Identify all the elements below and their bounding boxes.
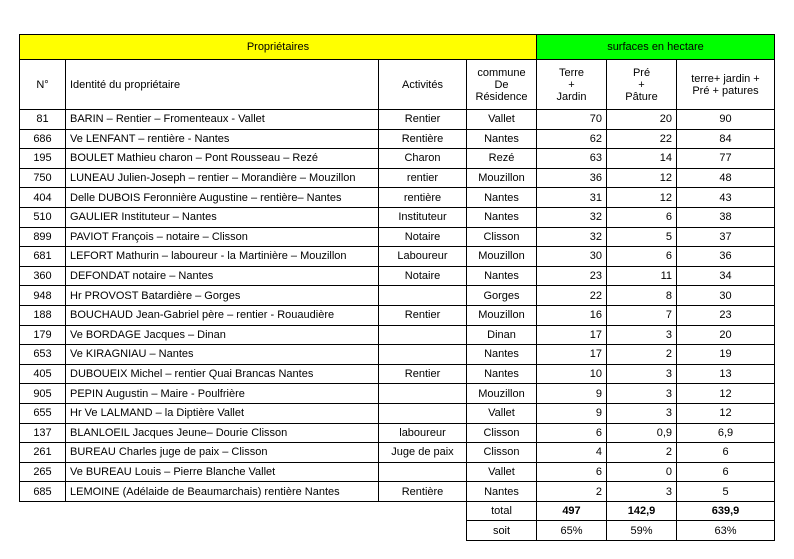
- cell-total: 30: [677, 286, 775, 306]
- cell-commune: Gorges: [467, 286, 537, 306]
- cell-num: 261: [20, 443, 66, 463]
- cell-pre: 12: [607, 188, 677, 208]
- col-total: [677, 60, 775, 110]
- soit-label: soit: [467, 521, 537, 541]
- cell-pre: 3: [607, 482, 677, 502]
- cell-commune: Vallet: [467, 462, 537, 482]
- column-header-row: [20, 60, 775, 110]
- cell-num: 81: [20, 110, 66, 130]
- table-row: [20, 462, 775, 482]
- cell-activity: Rentière: [379, 482, 467, 502]
- cell-num: 510: [20, 207, 66, 227]
- table-row: [20, 305, 775, 325]
- table-row: [20, 364, 775, 384]
- col-pre-line: Pré: [632, 66, 651, 79]
- cell-terre: 30: [537, 247, 607, 267]
- col-commune: [467, 60, 537, 110]
- cell-terre: 16: [537, 305, 607, 325]
- table-row: [20, 168, 775, 188]
- cell-identity: LEMOINE (Adélaide de Beaumarchais) rentière Nantes: [66, 482, 379, 502]
- cell-terre: 4: [537, 443, 607, 463]
- cell-total: 20: [677, 325, 775, 345]
- cell-activity: Laboureur: [379, 247, 467, 267]
- cell-identity: BOUCHAUD Jean-Gabriel père – rentier - Rouaudière: [66, 305, 379, 325]
- cell-terre: 32: [537, 227, 607, 247]
- table-row: [20, 286, 775, 306]
- cell-identity: BOULET Mathieu charon – Pont Rousseau – Rezé: [66, 149, 379, 169]
- table-row: [20, 149, 775, 169]
- table-row: [20, 227, 775, 247]
- cell-terre: 6: [537, 462, 607, 482]
- cell-num: 188: [20, 305, 66, 325]
- cell-terre: 17: [537, 345, 607, 365]
- cell-pre: 2: [607, 345, 677, 365]
- cell-commune: Vallet: [467, 110, 537, 130]
- cell-num: 681: [20, 247, 66, 267]
- cell-activity: [379, 325, 467, 345]
- cell-pre: 11: [607, 266, 677, 286]
- cell-pre: 14: [607, 149, 677, 169]
- cell-activity: Rentière: [379, 129, 467, 149]
- table-row: [20, 129, 775, 149]
- cell-num: 360: [20, 266, 66, 286]
- cell-activity: [379, 403, 467, 423]
- table-row: [20, 188, 775, 208]
- col-terre-line: Jardin: [556, 90, 587, 103]
- cell-terre: 62: [537, 129, 607, 149]
- cell-terre: 6: [537, 423, 607, 443]
- cell-commune: Nantes: [467, 207, 537, 227]
- cell-activity: [379, 462, 467, 482]
- cell-activity: rentière: [379, 188, 467, 208]
- cell-pre: 22: [607, 129, 677, 149]
- table-row: [20, 207, 775, 227]
- cell-total: 5: [677, 482, 775, 502]
- cell-num: 905: [20, 384, 66, 404]
- cell-num: 686: [20, 129, 66, 149]
- cell-num: 655: [20, 403, 66, 423]
- cell-terre: 17: [537, 325, 607, 345]
- cell-activity: Rentier: [379, 364, 467, 384]
- cell-identity: LUNEAU Julien-Joseph – rentier – Morandière – Mouzillon: [66, 168, 379, 188]
- total-label: total: [467, 501, 537, 521]
- cell-pre: 2: [607, 443, 677, 463]
- group-surfaces: surfaces en hectare: [537, 35, 775, 60]
- cell-activity: Notaire: [379, 266, 467, 286]
- table-row: [20, 482, 775, 502]
- cell-commune: Clisson: [467, 443, 537, 463]
- col-total-line: terre+ jardin +: [691, 72, 760, 85]
- cell-total: 23: [677, 305, 775, 325]
- cell-pre: 8: [607, 286, 677, 306]
- cell-identity: GAULIER Instituteur – Nantes: [66, 207, 379, 227]
- table-row: [20, 345, 775, 365]
- cell-pre: 0: [607, 462, 677, 482]
- owners-table: [19, 34, 775, 541]
- cell-identity: Ve BUREAU Louis – Pierre Blanche Vallet: [66, 462, 379, 482]
- cell-commune: Nantes: [467, 188, 537, 208]
- cell-pre: 3: [607, 403, 677, 423]
- cell-commune: Clisson: [467, 227, 537, 247]
- cell-num: 195: [20, 149, 66, 169]
- total-all: 639,9: [677, 501, 775, 521]
- col-pre: [607, 60, 677, 110]
- cell-pre: 6: [607, 247, 677, 267]
- cell-commune: Nantes: [467, 364, 537, 384]
- cell-total: 37: [677, 227, 775, 247]
- table-row: [20, 325, 775, 345]
- table-row: [20, 423, 775, 443]
- cell-num: 750: [20, 168, 66, 188]
- cell-total: 6,9: [677, 423, 775, 443]
- cell-num: 685: [20, 482, 66, 502]
- cell-total: 6: [677, 462, 775, 482]
- cell-terre: 31: [537, 188, 607, 208]
- total-terre: 497: [537, 501, 607, 521]
- cell-commune: Mouzillon: [467, 247, 537, 267]
- table-row: [20, 110, 775, 130]
- cell-commune: Rezé: [467, 149, 537, 169]
- cell-terre: 9: [537, 403, 607, 423]
- cell-identity: BARIN – Rentier – Fromenteaux - Vallet: [66, 110, 379, 130]
- col-total-line: Pré + patures: [692, 84, 759, 97]
- cell-total: 12: [677, 384, 775, 404]
- cell-identity: Ve BORDAGE Jacques – Dinan: [66, 325, 379, 345]
- cell-identity: DEFONDAT notaire – Nantes: [66, 266, 379, 286]
- cell-total: 38: [677, 207, 775, 227]
- cell-total: 34: [677, 266, 775, 286]
- cell-activity: Rentier: [379, 305, 467, 325]
- col-pre-line: +: [638, 78, 645, 91]
- soit-terre: 65%: [537, 521, 607, 541]
- cell-pre: 12: [607, 168, 677, 188]
- cell-pre: 5: [607, 227, 677, 247]
- cell-terre: 70: [537, 110, 607, 130]
- cell-terre: 22: [537, 286, 607, 306]
- cell-pre: 6: [607, 207, 677, 227]
- cell-commune: Vallet: [467, 403, 537, 423]
- cell-identity: BLANLOEIL Jacques Jeune– Dourie Clisson: [66, 423, 379, 443]
- cell-terre: 2: [537, 482, 607, 502]
- cell-terre: 23: [537, 266, 607, 286]
- soit-pre: 59%: [607, 521, 677, 541]
- col-terre-line: Terre: [558, 66, 585, 79]
- cell-num: 899: [20, 227, 66, 247]
- table-row: [20, 384, 775, 404]
- total-pre: 142,9: [607, 501, 677, 521]
- cell-commune: Mouzillon: [467, 305, 537, 325]
- cell-total: 6: [677, 443, 775, 463]
- table-row: [20, 247, 775, 267]
- cell-commune: Mouzillon: [467, 168, 537, 188]
- cell-commune: Dinan: [467, 325, 537, 345]
- cell-num: 948: [20, 286, 66, 306]
- cell-activity: [379, 345, 467, 365]
- cell-pre: 20: [607, 110, 677, 130]
- cell-total: 48: [677, 168, 775, 188]
- soit-all: 63%: [677, 521, 775, 541]
- cell-activity: laboureur: [379, 423, 467, 443]
- table-row: [20, 443, 775, 463]
- cell-identity: Hr Ve LALMAND – la Diptière Vallet: [66, 403, 379, 423]
- cell-total: 84: [677, 129, 775, 149]
- cell-total: 13: [677, 364, 775, 384]
- cell-pre: 3: [607, 325, 677, 345]
- cell-num: 137: [20, 423, 66, 443]
- cell-pre: 0,9: [607, 423, 677, 443]
- cell-pre: 7: [607, 305, 677, 325]
- total-row: [20, 501, 775, 521]
- cell-pre: 3: [607, 384, 677, 404]
- cell-total: 43: [677, 188, 775, 208]
- cell-num: 179: [20, 325, 66, 345]
- cell-total: 19: [677, 345, 775, 365]
- cell-activity: [379, 384, 467, 404]
- cell-identity: PAVIOT François – notaire – Clisson: [66, 227, 379, 247]
- cell-terre: 9: [537, 384, 607, 404]
- cell-commune: Mouzillon: [467, 384, 537, 404]
- cell-terre: 10: [537, 364, 607, 384]
- cell-activity: Notaire: [379, 227, 467, 247]
- group-header-row: [20, 35, 775, 60]
- col-num: N°: [20, 60, 66, 110]
- percent-row: [20, 521, 775, 541]
- cell-pre: 3: [607, 364, 677, 384]
- cell-commune: Nantes: [467, 129, 537, 149]
- group-owners: Propriétaires: [20, 35, 537, 60]
- cell-terre: 32: [537, 207, 607, 227]
- cell-commune: Clisson: [467, 423, 537, 443]
- cell-commune: Nantes: [467, 482, 537, 502]
- col-commune-line: commune: [477, 66, 526, 79]
- cell-terre: 36: [537, 168, 607, 188]
- cell-activity: Rentier: [379, 110, 467, 130]
- cell-num: 265: [20, 462, 66, 482]
- cell-identity: DUBOUEIX Michel – rentier Quai Brancas Nantes: [66, 364, 379, 384]
- cell-terre: 63: [537, 149, 607, 169]
- col-pre-line: Pâture: [625, 90, 658, 103]
- col-activity: Activités: [379, 60, 467, 110]
- cell-commune: Nantes: [467, 345, 537, 365]
- cell-total: 77: [677, 149, 775, 169]
- table-row: [20, 266, 775, 286]
- cell-identity: PEPIN Augustin – Maire - Poulfrière: [66, 384, 379, 404]
- col-identity: Identité du propriétaire: [66, 60, 379, 110]
- cell-total: 12: [677, 403, 775, 423]
- cell-total: 90: [677, 110, 775, 130]
- cell-commune: Nantes: [467, 266, 537, 286]
- col-commune-line: De: [494, 78, 509, 91]
- cell-total: 36: [677, 247, 775, 267]
- cell-activity: rentier: [379, 168, 467, 188]
- cell-activity: Juge de paix: [379, 443, 467, 463]
- col-terre-line: +: [568, 78, 575, 91]
- cell-activity: Charon: [379, 149, 467, 169]
- cell-activity: Instituteur: [379, 207, 467, 227]
- cell-identity: BUREAU Charles juge de paix – Clisson: [66, 443, 379, 463]
- table-row: [20, 403, 775, 423]
- cell-identity: Ve LENFANT – rentière - Nantes: [66, 129, 379, 149]
- cell-num: 404: [20, 188, 66, 208]
- col-terre: [537, 60, 607, 110]
- cell-identity: Hr PROVOST Batardière – Gorges: [66, 286, 379, 306]
- cell-identity: LEFORT Mathurin – laboureur - la Martinière – Mouzillon: [66, 247, 379, 267]
- cell-num: 653: [20, 345, 66, 365]
- cell-activity: [379, 286, 467, 306]
- cell-identity: Delle DUBOIS Feronnière Augustine – rentière– Nantes: [66, 188, 379, 208]
- cell-num: 405: [20, 364, 66, 384]
- cell-identity: Ve KIRAGNIAU – Nantes: [66, 345, 379, 365]
- col-commune-line: Résidence: [475, 90, 528, 103]
